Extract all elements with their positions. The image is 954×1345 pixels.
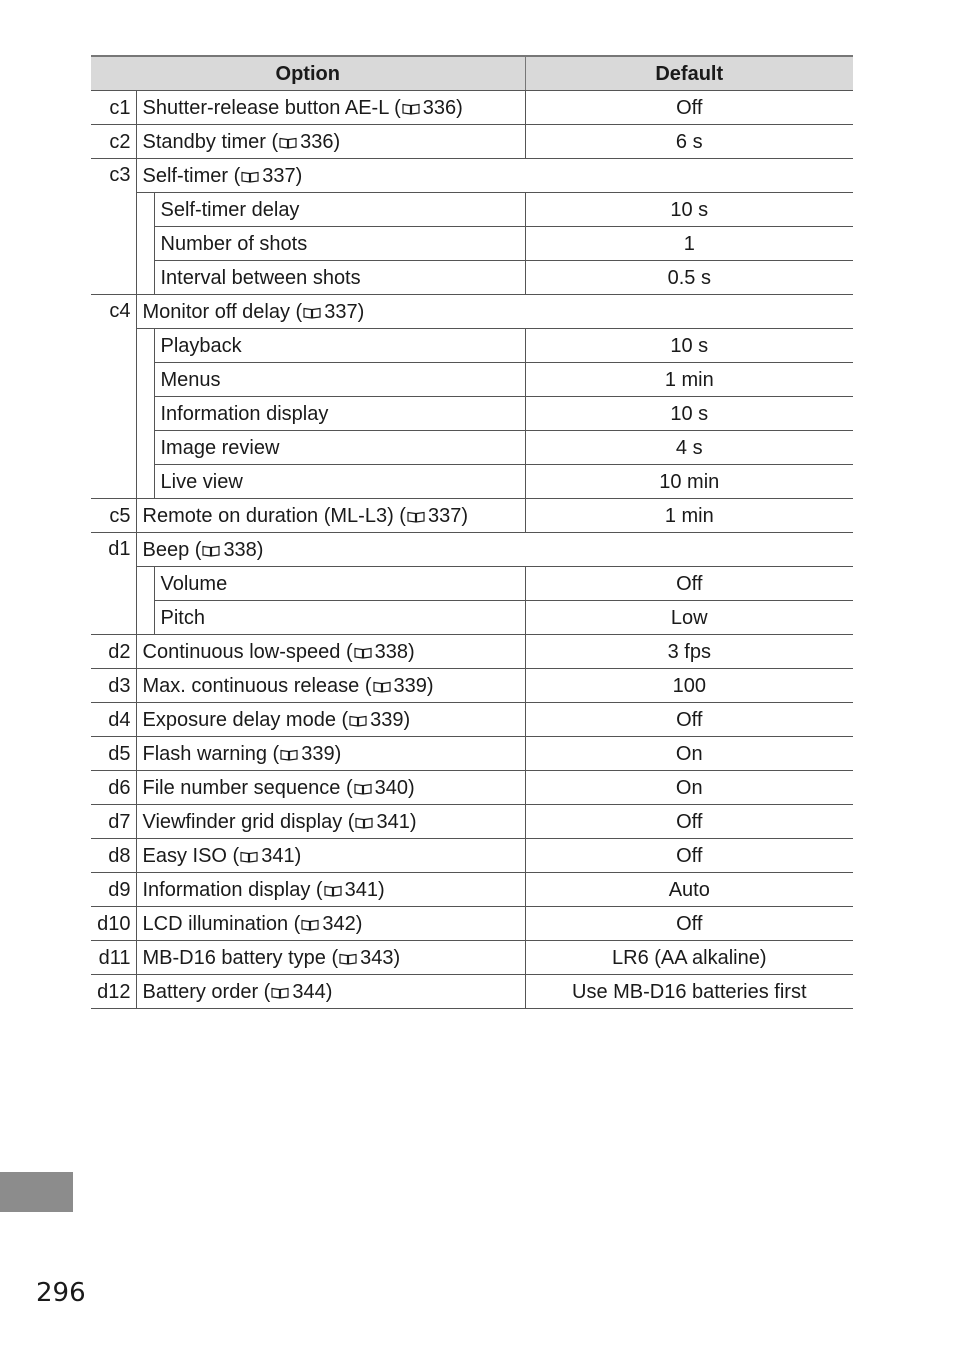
page-reference: 342) [322,912,363,935]
option-text: File number sequence ( [142,776,353,799]
default-value: Off [525,703,853,737]
option-code: c4 [91,295,136,499]
option-code: c5 [91,499,136,533]
default-value: LR6 (AA alkaline) [525,941,853,975]
table-row [91,669,853,703]
book-icon [279,137,297,149]
book-icon [240,851,258,863]
default-value: 0.5 s [525,261,853,295]
sub-option-label: Information display [154,397,525,431]
page-reference: 339) [370,708,411,731]
page-reference: 343) [360,946,401,969]
option-code: c3 [91,159,136,295]
settings-defaults-table [91,55,853,1009]
table-row [91,159,853,193]
default-value: Off [525,839,853,873]
indent-spacer [136,363,154,397]
option-label-d3 [136,669,525,703]
table-subrow [91,397,853,431]
default-value: 10 min [525,465,853,499]
option-column-header: Option [91,56,525,91]
default-value: Off [525,567,853,601]
option-label-d6 [136,771,525,805]
sub-option-label: Interval between shots [154,261,525,295]
option-code: c2 [91,125,136,159]
default-value: Low [525,601,853,635]
indent-spacer [136,465,154,499]
sub-option-label: Self-timer delay [154,193,525,227]
book-icon [354,783,372,795]
indent-spacer [136,193,154,227]
page-reference: 338) [374,640,415,663]
option-code: d5 [91,737,136,771]
indent-spacer [136,601,154,635]
table-header-row [91,56,853,91]
default-value: On [525,737,853,771]
book-icon [303,307,321,319]
option-label-d1 [136,533,853,567]
page-reference: 341) [261,844,302,867]
option-label-d4 [136,703,525,737]
option-code: d11 [91,941,136,975]
option-code: d2 [91,635,136,669]
book-icon [339,953,357,965]
option-text: Beep ( [142,538,202,561]
default-value: 1 min [525,499,853,533]
page-reference: 339) [301,742,342,765]
default-value: 3 fps [525,635,853,669]
book-icon [349,715,367,727]
indent-spacer [136,397,154,431]
table-row [91,295,853,329]
sub-option-label: Menus [154,363,525,397]
option-text: Self-timer ( [142,164,241,187]
table-subrow [91,567,853,601]
page-number: 296 [36,1278,86,1308]
option-code: d12 [91,975,136,1009]
option-code: d6 [91,771,136,805]
sub-option-label: Volume [154,567,525,601]
option-text: Remote on duration (ML-L3) ( [142,504,406,527]
indent-spacer [136,329,154,363]
sub-option-label: Number of shots [154,227,525,261]
option-text: Battery order ( [142,980,271,1003]
sub-option-label: Playback [154,329,525,363]
option-code: d4 [91,703,136,737]
option-code: d9 [91,873,136,907]
default-value: Use MB-D16 batteries first [525,975,853,1009]
option-code: c1 [91,91,136,125]
option-text: Max. continuous release ( [142,674,372,697]
option-text: Easy ISO ( [142,844,240,867]
page-reference: 341) [376,810,417,833]
option-label-d12 [136,975,525,1009]
indent-spacer [136,567,154,601]
book-icon [241,171,259,183]
page-reference: 341) [344,878,385,901]
option-text: Standby timer ( [142,130,279,153]
book-icon [202,545,220,557]
table-row [91,499,853,533]
page-reference: 336) [422,96,463,119]
table-subrow [91,227,853,261]
option-code: d1 [91,533,136,635]
table-subrow [91,261,853,295]
option-label-d5 [136,737,525,771]
option-label-c3 [136,159,853,193]
table-row [91,533,853,567]
table-row [91,941,853,975]
table-row [91,737,853,771]
option-text: Continuous low-speed ( [142,640,353,663]
sub-option-label: Pitch [154,601,525,635]
book-icon [271,987,289,999]
option-text: Information display ( [142,878,323,901]
default-value: 100 [525,669,853,703]
table-subrow [91,431,853,465]
page-reference: 339) [393,674,434,697]
default-value: Auto [525,873,853,907]
table-subrow [91,465,853,499]
default-value: Off [525,805,853,839]
option-code: d3 [91,669,136,703]
book-icon [324,885,342,897]
table-row [91,873,853,907]
book-icon [402,103,420,115]
table-row [91,771,853,805]
table-row [91,805,853,839]
option-label-d2 [136,635,525,669]
table-row [91,975,853,1009]
table-subrow [91,193,853,227]
table-subrow [91,329,853,363]
default-value: 6 s [525,125,853,159]
option-code: d7 [91,805,136,839]
option-text: Flash warning ( [142,742,280,765]
default-value: Off [525,91,853,125]
table-row [91,125,853,159]
section-tab-marker [0,1172,73,1212]
option-label-c2 [136,125,525,159]
book-icon [354,647,372,659]
default-value: 4 s [525,431,853,465]
option-text: Shutter-release button AE-L ( [142,96,401,119]
option-label-d9 [136,873,525,907]
option-code: d8 [91,839,136,873]
indent-spacer [136,261,154,295]
option-code: d10 [91,907,136,941]
option-text: Exposure delay mode ( [142,708,349,731]
option-label-c1 [136,91,525,125]
book-icon [301,919,319,931]
book-icon [373,681,391,693]
sub-option-label: Live view [154,465,525,499]
book-icon [407,511,425,523]
table-row [91,91,853,125]
option-text: Monitor off delay ( [142,300,303,323]
indent-spacer [136,227,154,261]
sub-option-label: Image review [154,431,525,465]
book-icon [355,817,373,829]
option-text: Viewfinder grid display ( [142,810,355,833]
option-label-d10 [136,907,525,941]
page-reference: 337) [262,164,303,187]
default-value: On [525,771,853,805]
indent-spacer [136,431,154,465]
option-label-d7 [136,805,525,839]
default-value: 10 s [525,193,853,227]
default-value: 10 s [525,397,853,431]
page-reference: 338) [223,538,264,561]
default-value: Off [525,907,853,941]
default-value: 10 s [525,329,853,363]
table-subrow [91,363,853,397]
table-subrow [91,601,853,635]
option-text: MB-D16 battery type ( [142,946,339,969]
option-label-d8 [136,839,525,873]
table-row [91,907,853,941]
default-value: 1 [525,227,853,261]
default-column-header: Default [525,56,853,91]
option-label-c5 [136,499,525,533]
page-reference: 337) [427,504,468,527]
page-reference: 344) [292,980,333,1003]
default-value: 1 min [525,363,853,397]
table-row [91,635,853,669]
page-reference: 336) [300,130,341,153]
option-label-c4 [136,295,853,329]
option-text: LCD illumination ( [142,912,301,935]
book-icon [280,749,298,761]
option-label-d11 [136,941,525,975]
table-row [91,839,853,873]
page-reference: 337) [324,300,365,323]
page-reference: 340) [374,776,415,799]
table-row [91,703,853,737]
